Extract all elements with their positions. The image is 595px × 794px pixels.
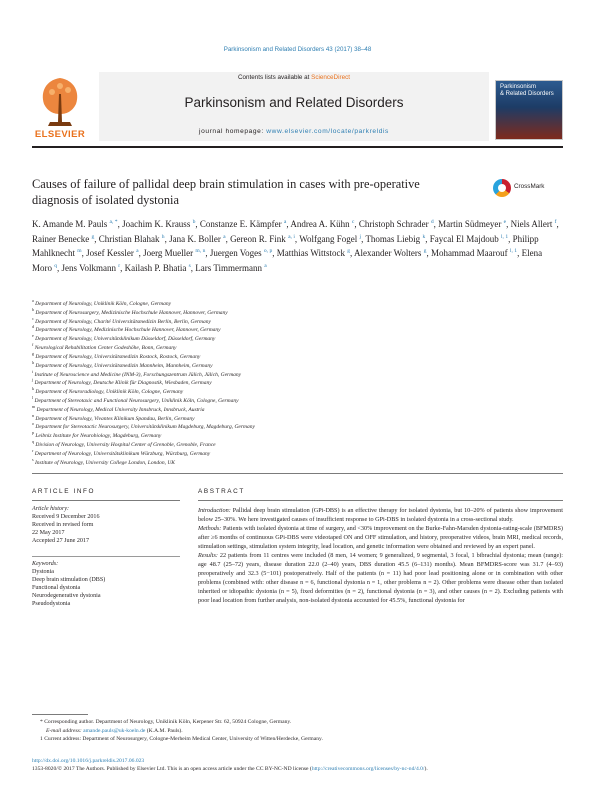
history-line: Accepted 27 June 2017	[32, 537, 90, 544]
affiliation-key: l	[32, 395, 34, 401]
author[interactable]	[32, 234, 94, 244]
affiliation-text: Department of Neurology, Medical University Innsbruck, Innsbruck, Austria	[36, 406, 205, 413]
author[interactable]	[210, 248, 272, 258]
author[interactable]	[290, 219, 354, 229]
affiliation-text: Department of Neurology, Universitätsmedizin Rostock, Rostock, Germany	[35, 353, 201, 360]
author-name: Niels Allert	[510, 219, 553, 229]
author[interactable]	[359, 219, 434, 229]
author-affiliation-marker[interactable]: f	[554, 219, 557, 225]
author-name: K. Amande M. Pauls	[32, 219, 108, 229]
author-name: Joachim K. Krauss	[122, 219, 191, 229]
journal-header	[32, 72, 563, 141]
author-name: Faycal El Majdoub	[429, 233, 499, 244]
author[interactable]	[99, 234, 165, 244]
affiliation-text: Leibniz Institute for Neurobiology, Magdeburg, Germany	[35, 433, 162, 440]
affiliation-key: e	[32, 333, 34, 339]
affiliation-key: f	[32, 342, 34, 348]
affiliation	[32, 368, 562, 383]
keyword: Neurodegenerative dystonia	[32, 592, 101, 599]
affiliation-text: Department of Neurology, Universitätsmedizin Mannheim, Mannheim, Germany	[35, 362, 213, 369]
author-name: Rainer Benecke	[32, 233, 90, 244]
affiliation	[32, 353, 562, 362]
author-name: Jens Volkmann	[61, 263, 116, 274]
affiliation-text: Department of Neurology, Charité Universitätsmedizin Berlin, Berlin, Germany	[35, 318, 211, 325]
sciencedirect-link[interactable]: ScienceDirect	[311, 74, 350, 81]
author[interactable]	[430, 234, 508, 244]
crossmark-label: CrossMark	[514, 183, 545, 190]
affiliation-text: Department of Neurology, Uniklinik Köln, Cologne, Germany	[35, 301, 172, 307]
keywords-label: Keywords:	[32, 561, 59, 567]
keyword: Functional dystonia	[32, 584, 81, 591]
license-line	[32, 765, 563, 773]
author-affiliation-marker[interactable]: g	[91, 233, 95, 240]
abstract-section-text: Pallidal deep brain stimulation (GPi-DBS) is an effective therapy for isolated dystonia, but 10–20% of patients show improvement below 25–30%. We here investigated causes of insufficient response to GPi-DBS in isolated dystonia in a cross-sectional study.	[198, 507, 563, 524]
affiliation-key: r	[32, 447, 34, 453]
doi-link[interactable]: http://dx.doi.org/10.1016/j.parkreldis.2017.06.023	[32, 758, 145, 764]
author-affiliation-marker[interactable]: e	[503, 219, 507, 225]
affiliation-text: Department of Neurology, Deutsche Klinik für Diagnostik, Wiesbaden, Germany	[34, 380, 212, 387]
email-note	[32, 727, 562, 736]
affiliation	[32, 315, 562, 327]
author[interactable]	[230, 234, 295, 244]
license-suffix: ).	[424, 766, 428, 773]
affiliation-list	[32, 300, 562, 467]
abstract-body	[198, 506, 563, 606]
author-name: Wolfgang Fogel	[299, 233, 358, 244]
corresponding-author-note: * Corresponding author. Department of Neurology, Uniklinik Köln, Kerpener Str. 62, 50924 Cologne, Germany.	[40, 719, 292, 725]
cover-title-line-2: & Related Disorders	[500, 90, 554, 97]
elsevier-tree-icon	[32, 72, 88, 128]
email-suffix: (K.A.M. Pauls).	[145, 727, 183, 734]
author[interactable]	[200, 219, 286, 229]
author-name: Elena Moro	[32, 248, 543, 274]
abstract-section-text: 22 patients from 11 centres were included (8 men, 14 women; 9 generalized, 9 segmental, 3 focal, 1 bibrachial dystonia; mean (range): age 48.7 (25–72) years, disease duration 22.0 (2–40) years, DBS duration 45.5 (6–131) months). Mean BFMDRS-score was 31.7 (4–93) preoperatively and 32.3 (5−101) postoperatively. Half of the patients (n = 11) had poor lead positioning alone or in combination with other problems (combined with: other disease n = 6, functional dystonia n = 1, other problems n = 2). Other problems were disease other than isolated inherited or idiopathic dystonia (n = 5), fixed deformities (n = 2), functional dystonia (n = 3), and other causes (n = 2). Excluding patients with poor lead location from further analysis, non-isolated dystonia accounted for 45.5%, functional dystonia for	[198, 552, 563, 605]
affiliation-key: g	[32, 351, 34, 357]
abstract-section-head: Methods:	[198, 525, 222, 533]
author[interactable]	[32, 219, 118, 229]
author[interactable]	[122, 219, 195, 229]
current-address-note: 1 Current address: Department of Neurosurgery, Cologne-Merheim Medical Center, University of Witten/Herdecke, Germany.	[40, 736, 323, 743]
article-history	[32, 506, 180, 546]
author[interactable]	[62, 263, 121, 273]
affiliation	[32, 379, 562, 388]
history-label: Article history:	[32, 506, 70, 512]
author-affiliation-marker[interactable]: j	[359, 233, 362, 240]
abstract-paragraph	[198, 524, 563, 551]
author-affiliation-marker[interactable]: l, 1	[509, 248, 518, 255]
affiliation	[32, 326, 562, 335]
author-name: Philipp Mahlknecht	[32, 233, 539, 259]
affiliation-key: q	[32, 439, 34, 445]
affiliation-key: b	[32, 306, 34, 312]
author[interactable]	[438, 219, 506, 229]
author-name: Lars Timmermann	[195, 263, 263, 274]
contents-prefix: Contents lists available at	[237, 74, 312, 81]
affiliation	[32, 447, 562, 459]
affiliation-key: s	[32, 456, 34, 462]
author-name: Gereon R. Fink	[230, 233, 286, 244]
author-name: Kailash P. Bhatia	[124, 263, 187, 274]
footnote-rule	[32, 714, 88, 715]
author-affiliation-marker[interactable]: o, p	[263, 248, 273, 255]
author-affiliation-marker[interactable]: a	[136, 248, 139, 255]
affiliation	[32, 456, 562, 468]
abstract-section-head: Results:	[198, 552, 218, 560]
license-prefix: 1353-8020/© 2017 The Authors. Published by Elsevier Ltd. This is an open access article under the CC BY-NC-ND license (	[32, 766, 312, 773]
author-name: Matthias Wittstock	[276, 248, 345, 259]
author[interactable]	[354, 248, 426, 258]
affiliation-key: c	[32, 315, 34, 321]
keyword: Dystonia	[32, 568, 55, 575]
affiliation-text: Department for Stereotactic Neurosurgery, Universitätsklinikum Magdeburg, Magdeburg, Germany	[35, 424, 255, 431]
abstract-section-head: Introduction:	[198, 507, 231, 514]
affiliation-text: Department of Neurosurgery, Medizinische Hochschule Hannover, Hannover, Germany	[35, 309, 228, 316]
affiliation-key: h	[32, 359, 34, 365]
keyword: Pseudodystonia	[32, 600, 71, 607]
affiliation	[32, 403, 562, 415]
affiliation-text: Neurological Rehabilitation Center Godeshöhe, Bonn, Germany	[34, 345, 177, 352]
journal-citation[interactable]: Parkinsonism and Related Disorders 43 (2017) 38–48	[223, 46, 372, 53]
author-affiliation-marker[interactable]: a	[283, 219, 287, 225]
abstract-paragraph	[198, 551, 563, 605]
author-affiliation-marker[interactable]: q	[54, 263, 58, 270]
author-name: Christian Blahak	[98, 233, 160, 244]
section-divider	[32, 473, 563, 474]
affiliation-text: Institute of Neurology, University College London, London, UK	[34, 459, 175, 466]
author[interactable]	[277, 248, 350, 258]
keywords-rule	[32, 556, 180, 557]
affiliation	[32, 397, 562, 406]
affiliation-key: j	[32, 377, 34, 383]
author[interactable]	[511, 219, 557, 229]
author-name: Thomas Liebig	[365, 233, 421, 244]
author-name: Constanze E. Kämpfer	[199, 219, 282, 229]
author-name: Joerg Mueller	[143, 248, 194, 259]
journal-title: Parkinsonism and Related Disorders	[184, 95, 404, 110]
author-name: Martin Südmeyer	[438, 219, 502, 229]
affiliation	[32, 359, 562, 371]
affiliation-text: Division of Neurology, University Hospital Center of Grenoble, Grenoble, France	[35, 442, 216, 448]
author-affiliation-marker[interactable]: g	[423, 248, 427, 255]
affiliation	[32, 388, 562, 397]
header-rule	[32, 146, 563, 148]
author[interactable]	[431, 248, 517, 258]
author-name: Josef Kessler	[86, 248, 134, 259]
author-name: Alexander Wolters	[354, 248, 422, 259]
affiliation	[32, 306, 562, 318]
article-title: Causes of failure of pallidal deep brain stimulation in cases with pre-operative diagnosis of isolated dystonia	[32, 177, 420, 207]
abstract-section-text: Patients with isolated dystonia at time of surgery, and <30% improvement on the Burke-Fahn-Marsden dystonia-rating-scale (BFMDRS) after ≥6 months of continuous GPi-DBS were videotaped ON and OFF stimulation, and history, preoperative videos, brain MRI, medical records, stimulation settings, stimulation system integrity, lead location, and genetic information were obtained and reviewed by an expert panel.	[198, 525, 563, 551]
affiliation-key: p	[32, 430, 34, 436]
author-affiliation-marker[interactable]: l, 1	[500, 233, 509, 240]
author-affiliation-marker[interactable]: s	[188, 263, 191, 270]
author[interactable]	[169, 234, 225, 244]
elsevier-logo-text: ELSEVIER	[34, 129, 86, 140]
email-link[interactable]: amande.pauls@uk-koeln.de	[83, 727, 146, 734]
affiliation-text: Department of Neurology, Medizinische Hochschule Hannover, Hannover, Germany	[35, 327, 221, 334]
author-name: Christoph Schrader	[358, 219, 429, 229]
article-info-rule	[32, 500, 180, 501]
affiliation-text: Department of Neurology, Vivantes Klinikum Spandau, Berlin, Germany	[35, 415, 195, 422]
abstract-paragraph	[198, 506, 563, 524]
author-affiliation-marker[interactable]: m	[77, 248, 82, 255]
abstract-heading: ABSTRACT	[198, 488, 245, 495]
journal-info-box	[99, 72, 489, 141]
affiliation-text: Department of Neurology, Universitätsklinikum Würzburg, Würzburg, Germany	[34, 450, 211, 457]
author-affiliation-marker[interactable]: a, *	[109, 219, 118, 225]
crossmark-icon	[493, 179, 511, 197]
contents-line	[99, 74, 489, 81]
journal-cover-image[interactable]	[495, 80, 563, 140]
keywords	[32, 561, 180, 608]
affiliation-key: i	[32, 368, 34, 374]
publication-info	[32, 757, 563, 773]
affiliation	[32, 344, 562, 353]
author-affiliation-marker[interactable]: b	[192, 219, 196, 225]
journal-homepage	[99, 128, 489, 135]
keyword: Deep brain stimulation (DBS)	[32, 576, 106, 583]
affiliation-key: n	[32, 412, 34, 418]
footnotes	[32, 718, 562, 744]
author-affiliation-marker[interactable]: c	[351, 219, 355, 225]
author[interactable]	[365, 234, 425, 244]
author[interactable]	[86, 248, 138, 258]
affiliation	[32, 423, 562, 432]
author-name: Jana K. Boller	[169, 233, 221, 244]
abstract-rule	[198, 500, 563, 501]
history-line: Received 9 December 2016	[32, 513, 100, 520]
author[interactable]	[299, 234, 361, 244]
author-name: Mohammad Maarouf	[430, 248, 508, 259]
affiliation-text: Institute of Neuroscience and Medicine (INM-3), Forschungszentrum Jülich, Jülich, Germany	[34, 371, 242, 378]
affiliation-key: d	[32, 324, 34, 330]
affiliation-key: a	[32, 298, 34, 304]
author[interactable]	[195, 263, 266, 273]
affiliation-key: k	[32, 386, 34, 392]
affiliation-text: Department of Neurology, Universitätsklinikum Düsseldorf, Düsseldorf, Germany	[35, 336, 216, 343]
author-affiliation-marker[interactable]: a, i	[288, 233, 295, 240]
affiliation	[32, 441, 562, 450]
author-affiliation-marker[interactable]: k	[422, 233, 426, 240]
elsevier-logo[interactable]	[32, 72, 88, 140]
author-name: Andrea A. Kühn	[290, 219, 350, 229]
affiliation	[32, 412, 562, 424]
homepage-link[interactable]: www.elsevier.com/locate/parkreldis	[266, 128, 389, 135]
affiliation	[32, 432, 562, 441]
cover-title	[500, 84, 554, 97]
license-link[interactable]: http://creativecommons.org/licenses/by-nc-nd/4.0/	[311, 766, 425, 773]
affiliation-key: m	[32, 403, 36, 409]
author-affiliation-marker[interactable]: a	[264, 263, 267, 270]
history-line: Received in revised form	[32, 521, 94, 528]
author[interactable]	[125, 263, 191, 273]
affiliation-key: o	[32, 421, 34, 427]
author-affiliation-marker[interactable]: d	[430, 219, 434, 225]
author-affiliation-marker[interactable]: a	[223, 233, 226, 240]
author-affiliation-marker[interactable]: h	[161, 233, 165, 240]
cover-title-line-1: Parkinsonism	[500, 84, 537, 90]
affiliation	[32, 300, 562, 309]
author-affiliation-marker[interactable]: g	[347, 248, 351, 255]
affiliation	[32, 335, 562, 344]
email-label: E-mail address:	[46, 727, 84, 734]
homepage-prefix: journal homepage:	[199, 128, 267, 135]
author-affiliation-marker[interactable]: r	[118, 263, 121, 270]
crossmark-badge[interactable]	[493, 179, 561, 197]
author-name: Juergen Voges	[209, 248, 262, 259]
history-line: 22 May 2017	[32, 529, 65, 536]
affiliation-text: Department of Stereotaxic and Functional Neurosurgery, Uniklinik Köln, Cologne, Germany	[34, 397, 239, 404]
author-list: K. Amande M. Pauls $^{a, *}$, Joachim K. Krauss $^b$, Constanze E. Kämpfer $^a$, Andrea A. Kühn $^c$, Christoph Schrader $^d$, Martin Südmeyer $^e$, Niels Allert $^f$, Rainer Benecke $^g$, Christian Blahak $^h$, Jana K. Boller $^a$, Gereon R. Fink $^{a, i}$, Wolfgang Fogel $^j$, Thomas Liebig $^k$, Faycal El Majdoub $^{l, 1}$, Philipp Mahlknecht $^m$, Josef Kessler $^a$, Joerg Mueller $^{m, n}$, Juergen Voges $^{o, p}$, Matthias Wittstock $^g$, Alexander Wolters $^g$, Mohammad Maarouf $^{l, 1}$, Elena Moro $^q$, Jens Volkmann $^r$, Kailash P. Bhatia $^s$, Lars Timmermann $^a$	[32, 219, 559, 274]
author[interactable]	[143, 248, 205, 258]
affiliation-text: Department of Neuroradiology, Uniklinik Köln, Cologne, Germany	[35, 389, 184, 396]
author-affiliation-marker[interactable]: m, n	[195, 248, 206, 255]
article-info-heading: ARTICLE INFO	[32, 488, 96, 495]
